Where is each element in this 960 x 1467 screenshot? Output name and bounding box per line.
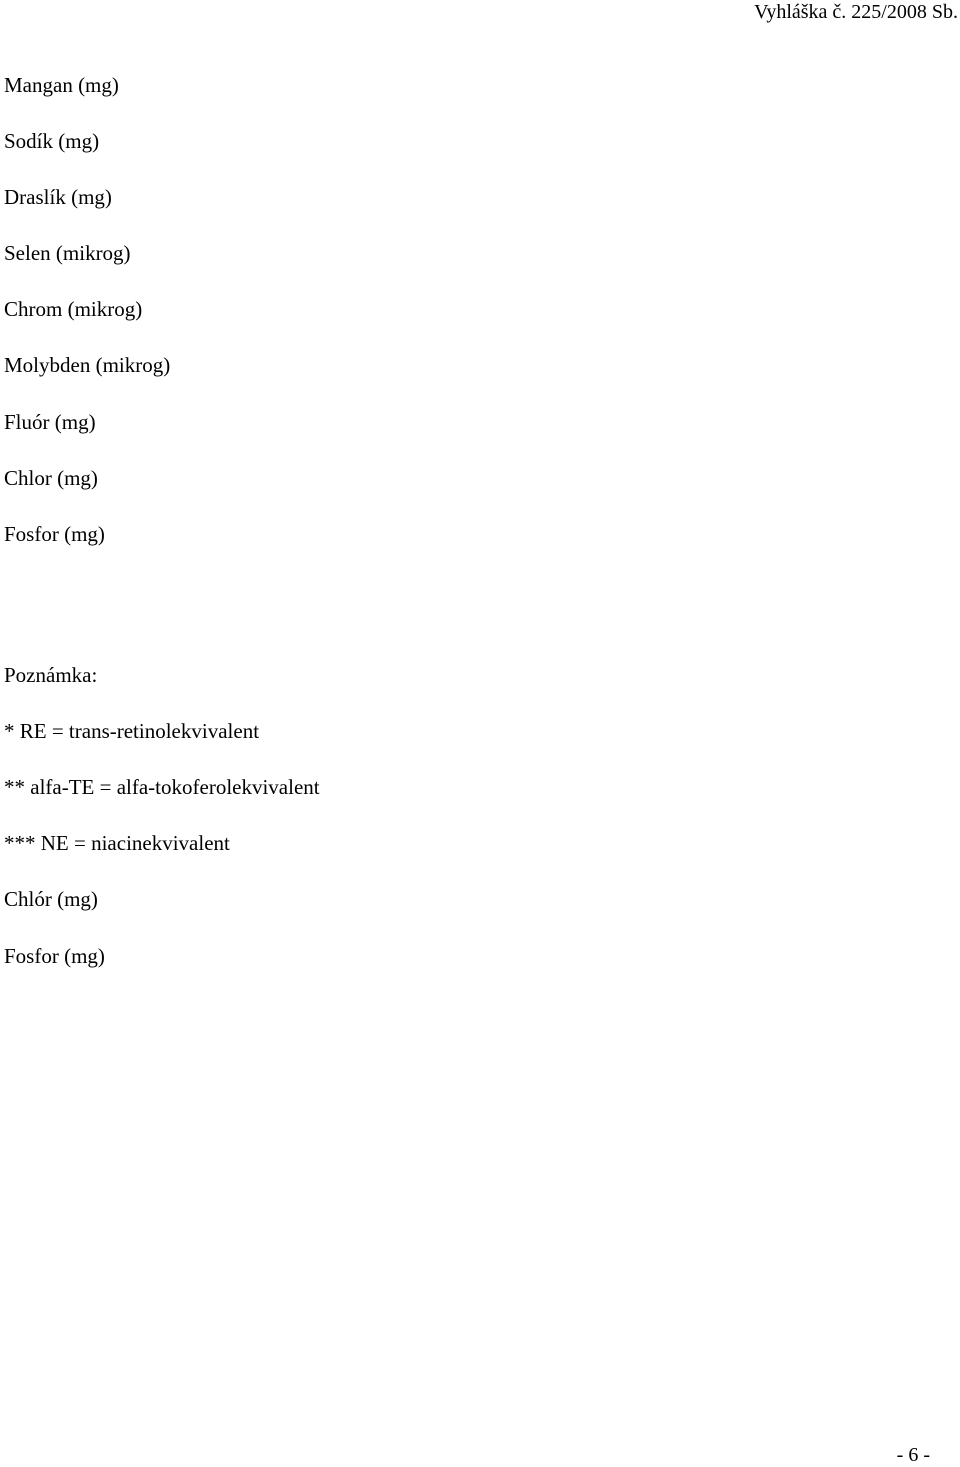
nutrient-line-chrom: Chrom (mikrog) bbox=[4, 297, 143, 321]
note-item-alfa-te: ** alfa-TE = alfa-tokoferolekvivalent bbox=[4, 775, 320, 799]
extra-line-chlor: Chlór (mg) bbox=[4, 887, 98, 911]
nutrient-line-fosfor: Fosfor (mg) bbox=[4, 522, 105, 546]
note-item-ne: *** NE = niacinekvivalent bbox=[4, 831, 230, 855]
nutrient-line-chlor: Chlor (mg) bbox=[4, 466, 98, 490]
document-reference: Vyhláška č. 225/2008 Sb. bbox=[754, 1, 958, 23]
page-number: - 6 - bbox=[896, 1444, 930, 1466]
nutrient-line-draslik: Draslík (mg) bbox=[4, 185, 112, 209]
nutrient-line-fluor: Fluór (mg) bbox=[4, 410, 96, 434]
extra-line-fosfor: Fosfor (mg) bbox=[4, 944, 105, 968]
note-title: Poznámka: bbox=[4, 663, 98, 687]
nutrient-line-selen: Selen (mikrog) bbox=[4, 241, 131, 265]
nutrient-line-sodik: Sodík (mg) bbox=[4, 129, 100, 153]
nutrient-line-molybden: Molybden (mikrog) bbox=[4, 353, 171, 377]
nutrient-line-mangan: Mangan (mg) bbox=[4, 73, 119, 97]
note-item-re: * RE = trans-retinolekvivalent bbox=[4, 719, 260, 743]
